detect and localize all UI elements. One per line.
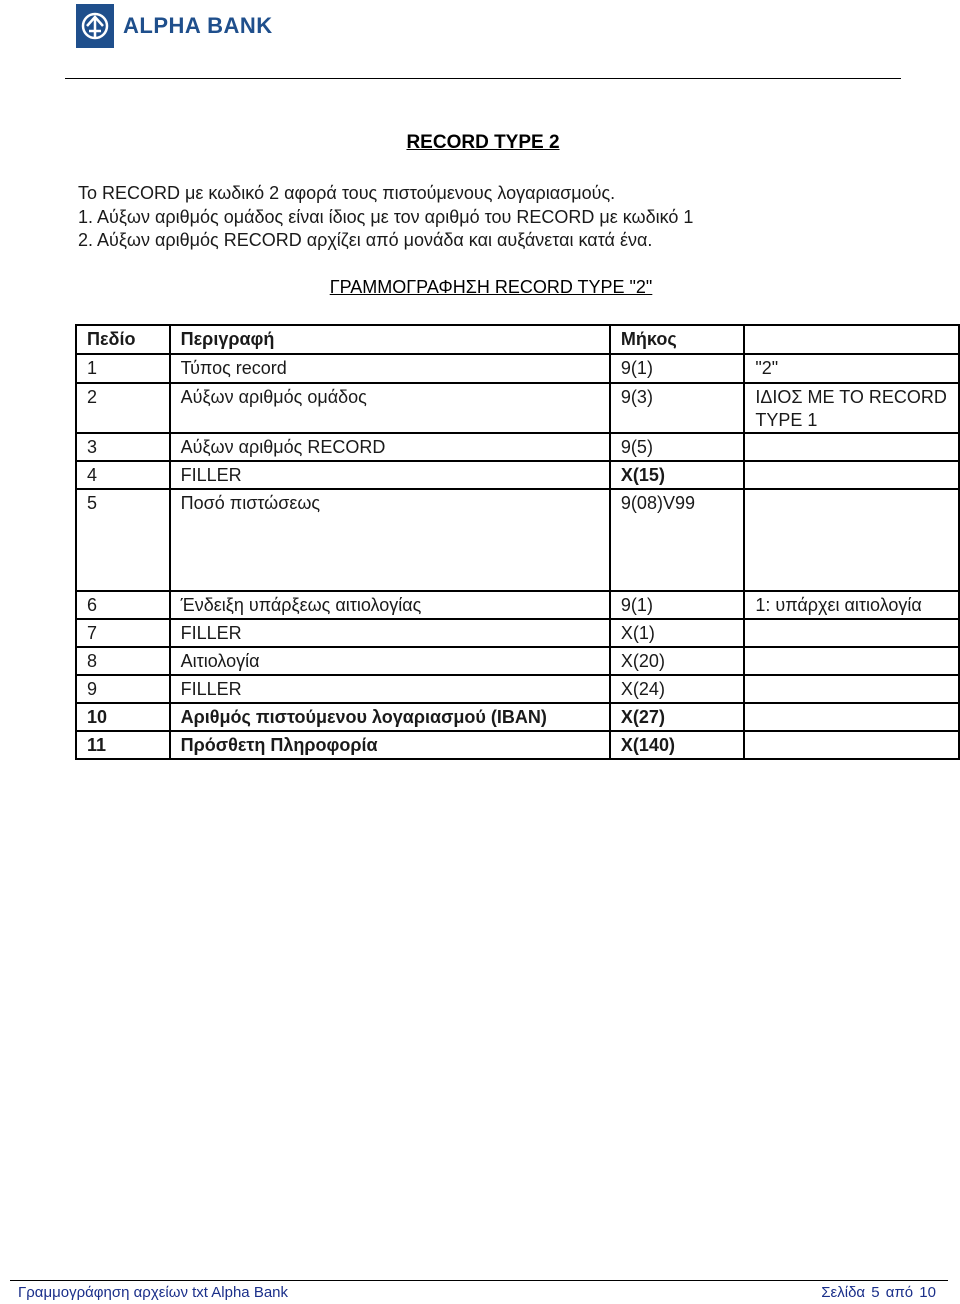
field-notes	[744, 433, 959, 461]
brand-name: ALPHA BANK	[123, 13, 273, 38]
field-description: Αιτιολογία	[170, 647, 610, 675]
field-description: Τύπος record	[170, 354, 610, 383]
page-title: RECORD TYPE 2	[406, 132, 560, 153]
field-notes	[744, 489, 959, 591]
field-notes: ΙΔΙΟΣ ΜΕ ΤΟ RECORD TYPE 1	[744, 383, 959, 433]
field-length: 9(5)	[610, 433, 744, 461]
field-number: 11	[76, 731, 170, 759]
intro-line: 2. Αύξων αριθμός RECORD αρχίζει από μονάδα και αυξάνεται κατά ένα.	[78, 230, 653, 250]
field-length: X(140)	[610, 731, 744, 759]
field-number: 7	[76, 619, 170, 647]
intro-line: Το RECORD με κωδικό 2 αφορά τους πιστούμενους λογαριασμούς.	[78, 183, 616, 203]
field-description: FILLER	[170, 619, 610, 647]
field-notes	[744, 619, 959, 647]
record-layout-table	[75, 324, 960, 760]
field-number: 10	[76, 703, 170, 731]
field-length: X(20)	[610, 647, 744, 675]
field-description: Αύξων αριθμός ομάδος	[170, 383, 610, 433]
footer-page-number: Σελίδα 5 από 10	[821, 1284, 936, 1301]
field-number: 4	[76, 461, 170, 489]
field-notes	[744, 675, 959, 703]
header-cell-description: Περιγραφή	[170, 325, 610, 354]
field-notes	[744, 731, 959, 759]
field-length: 9(1)	[610, 591, 744, 619]
table-row	[76, 591, 959, 619]
field-length: 9(1)	[610, 354, 744, 383]
table-row	[76, 461, 959, 489]
field-notes	[744, 461, 959, 489]
field-notes	[744, 647, 959, 675]
table-title: ΓΡΑΜΜΟΓΡΑΦΗΣΗ RECORD TYPE "2"	[329, 277, 653, 297]
table-header-row	[76, 325, 959, 354]
field-length: X(24)	[610, 675, 744, 703]
header-divider	[65, 78, 901, 79]
table-row	[76, 619, 959, 647]
logo	[76, 4, 273, 48]
field-description: Αριθμός πιστούμενου λογαριασμού (IBAN)	[170, 703, 610, 731]
field-length: 9(08)V99	[610, 489, 744, 591]
field-length: X(27)	[610, 703, 744, 731]
footer-document-title: Γραμμογράφηση αρχείων txt Alpha Bank	[18, 1284, 289, 1301]
table-row	[76, 489, 959, 591]
field-description: Ένδειξη υπάρξεως αιτιολογίας	[170, 591, 610, 619]
field-length: 9(3)	[610, 383, 744, 433]
field-number: 2	[76, 383, 170, 433]
intro-line: 1. Αύξων αριθμός ομάδος είναι ίδιος με τον αριθμό του RECORD με κωδικό 1	[78, 206, 694, 227]
table-row	[76, 731, 959, 759]
table-row	[76, 383, 959, 433]
field-length: X(1)	[610, 619, 744, 647]
field-description: Αύξων αριθμός RECORD	[170, 433, 610, 461]
table-row	[76, 433, 959, 461]
alpha-bank-logo-icon	[76, 4, 114, 48]
field-description: Πρόσθετη Πληροφορία	[170, 731, 610, 759]
field-number: 8	[76, 647, 170, 675]
field-number: 5	[76, 489, 170, 591]
table-row	[76, 703, 959, 731]
field-description: Ποσό πιστώσεως	[170, 489, 610, 591]
table-row	[76, 675, 959, 703]
footer-divider	[10, 1280, 948, 1281]
field-number: 9	[76, 675, 170, 703]
header-cell-notes	[744, 325, 959, 354]
field-number: 3	[76, 433, 170, 461]
field-description: FILLER	[170, 461, 610, 489]
field-notes	[744, 703, 959, 731]
field-length: X(15)	[610, 461, 744, 489]
field-description: FILLER	[170, 675, 610, 703]
field-notes: 1: υπάρχει αιτιολογία	[744, 591, 959, 619]
field-notes: "2"	[744, 354, 959, 383]
intro-text	[78, 182, 693, 253]
table-row	[76, 354, 959, 383]
header-cell-field: Πεδίο	[76, 325, 170, 354]
table-row	[76, 647, 959, 675]
field-number: 1	[76, 354, 170, 383]
field-number: 6	[76, 591, 170, 619]
header-cell-length: Μήκος	[610, 325, 744, 354]
